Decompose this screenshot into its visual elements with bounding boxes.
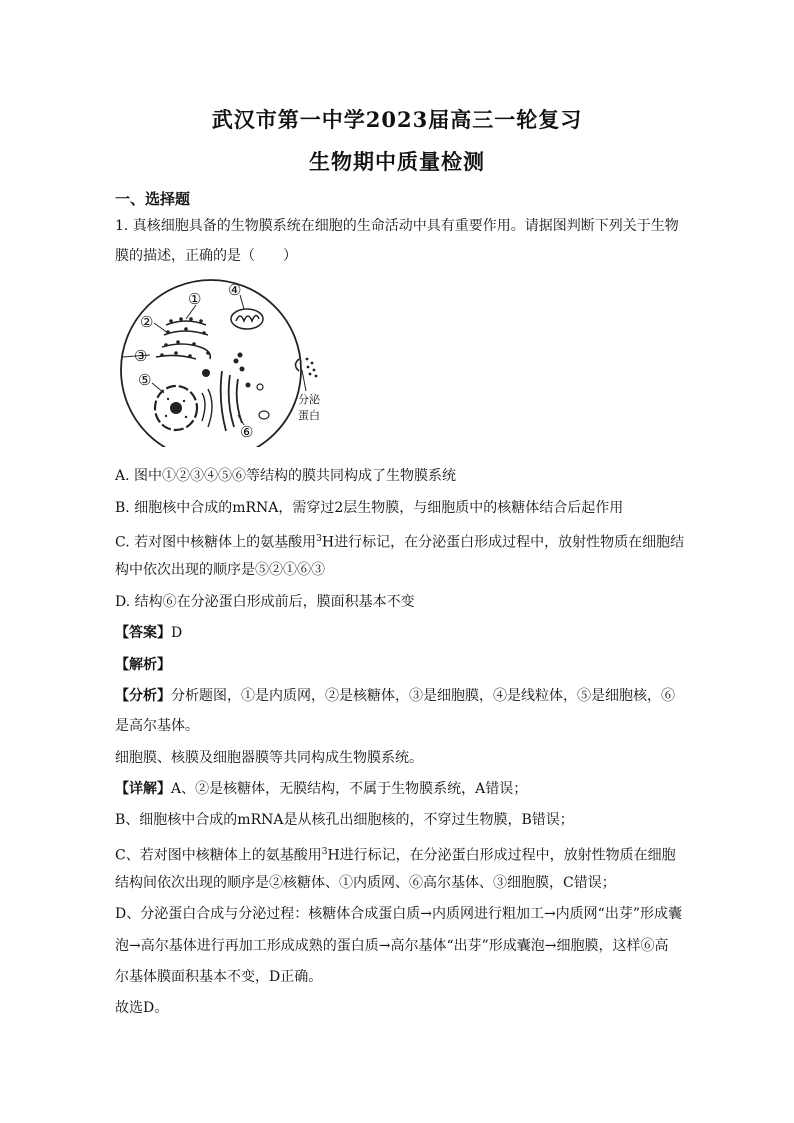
page-title: 武汉市第一中学2023届高三一轮复习 (211, 107, 583, 132)
cell-diagram (116, 275, 336, 447)
conclusion: 故选D。 (115, 1000, 169, 1016)
section-heading: 一、选择题 (115, 190, 191, 208)
endoplasmic-reticulum (156, 321, 210, 359)
cell-membrane (121, 280, 301, 447)
option-c-line1: C. 若对图中核糖体上的氨基酸用$^3$H进行标记，在分泌蛋白形成过程中，放射性物质在细胞结 (115, 534, 685, 551)
fenxi-line2: 是高尔基体。 (115, 718, 199, 734)
fenxi-line1: 【分析】分析题图，①是内质网，②是核糖体，③是细胞膜，④是线粒体，⑤是细胞核，⑥ (115, 688, 675, 704)
secretion-label-line2: 蛋白 (298, 409, 320, 422)
label-4: ④ (228, 281, 242, 299)
label-6: ⑥ (240, 423, 254, 441)
golgi-apparatus (221, 371, 242, 431)
nucleus (155, 386, 197, 430)
label-1: ① (188, 290, 202, 308)
detail-d-line1: D、分泌蛋白合成与分泌过程：核糖体合成蛋白质→内质网进行粗加工→内质网“出芽”形成囊 (115, 906, 682, 922)
fenxi-line3: 细胞膜、核膜及细胞器膜等共同构成生物膜系统。 (115, 750, 423, 766)
analysis-tag: 【解析】 (115, 657, 171, 673)
option-c-line2: 构中依次出现的顺序是⑤②①⑥③ (115, 562, 325, 578)
page-subtitle: 生物期中质量检测 (309, 149, 485, 174)
question-stem-line1: 1. 真核细胞具备的生物膜系统在细胞的生命活动中具有重要作用。请据图判断下列关于生物 (115, 218, 679, 234)
option-a: A. 图中①②③④⑤⑥等结构的膜共同构成了生物膜系统 (115, 468, 457, 484)
question-stem-line2: 膜的描述，正确的是（ ） (115, 248, 297, 264)
label-2: ② (140, 313, 154, 331)
option-d: D. 结构⑥在分泌蛋白形成前后，膜面积基本不变 (115, 594, 415, 610)
detail-c-line1: C、若对图中核糖体上的氨基酸用$^3$H进行标记，在分泌蛋白形成过程中，放射性物质在细胞 (115, 847, 676, 864)
detail-a: 【详解】A、②是核糖体，无膜结构，不属于生物膜系统，A错误； (115, 781, 528, 797)
option-b: B. 细胞核中合成的mRNA，需穿过2层生物膜，与细胞质中的核糖体结合后起作用 (115, 500, 624, 516)
vesicles (202, 353, 251, 388)
secretion-label-line1: 分泌 (298, 393, 320, 406)
answer-row: 【答案】D (115, 625, 183, 641)
label-3: ③ (134, 347, 148, 365)
secretion-vesicle (296, 358, 318, 378)
detail-b: B、细胞核中合成的mRNA是从核孔出细胞核的，不穿过生物膜，B错误； (115, 812, 574, 828)
detail-d-line3: 尔基体膜面积基本不变，D正确。 (115, 969, 323, 985)
detail-c-line2: 结构间依次出现的顺序是②核糖体、①内质网、⑥高尔基体、③细胞膜，C错误； (115, 875, 616, 891)
label-5: ⑤ (138, 371, 152, 389)
mitochondrion (231, 309, 263, 329)
detail-d-line2: 泡→高尔基体进行再加工形成成熟的蛋白质→高尔基体“出芽”形成囊泡→细胞膜，这样⑥高 (115, 938, 669, 954)
